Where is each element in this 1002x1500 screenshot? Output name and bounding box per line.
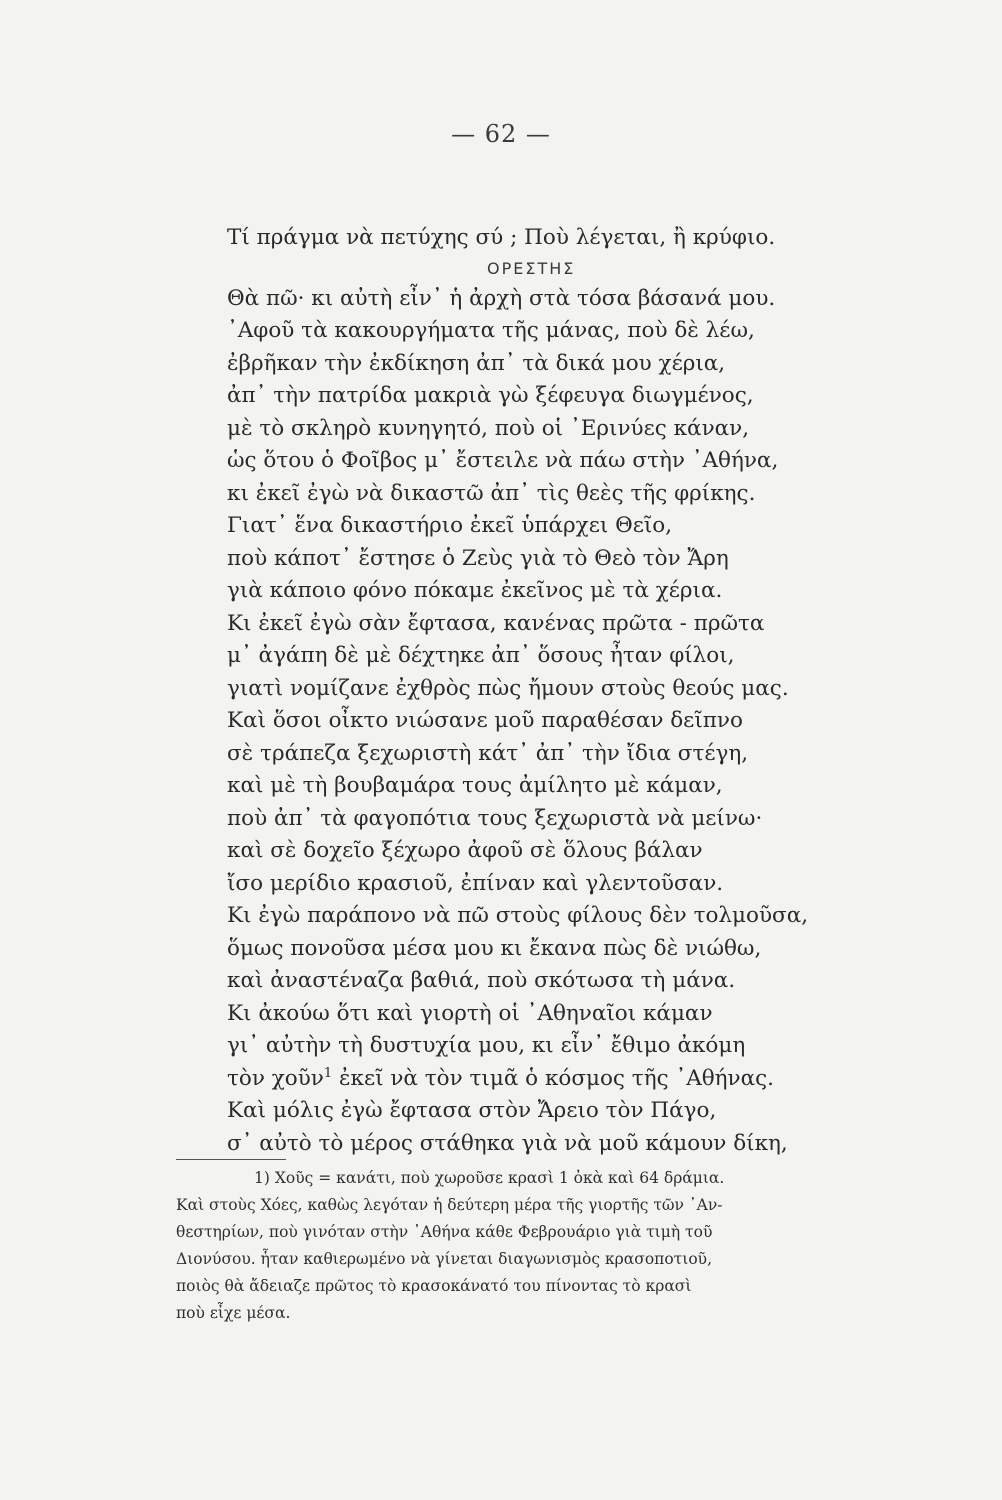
footnote-line: Καὶ στοὺς Χόες, καθὼς λεγόταν ἡ δεύτερη μέρα τῆς γιορτῆς τῶν ᾽Αν- xyxy=(176,1196,723,1214)
verse-line: ὡς ὅτου ὁ Φοῖβος μ᾽ ἔστειλε νὰ πάω στὴν ᾽Αθήνα, xyxy=(227,448,779,473)
verse-line: κι ἐκεῖ ἐγὼ νὰ δικαστῶ ἀπ᾽ τὶς θεὲς τῆς φρίκης. xyxy=(227,480,756,506)
verse-line: ἀπ᾽ τὴν πατρίδα μακριὰ γὼ ξέφευγα διωγμένος, xyxy=(227,383,754,408)
verse-line: Κι ἀκούω ὅτι καὶ γιορτὴ οἱ ᾽Αθηναῖοι κάμαν xyxy=(227,1000,713,1026)
verse-line: καὶ μὲ τὴ βουβαμάρα τους ἀμίλητο μὲ κάμαν, xyxy=(227,773,723,798)
verse-line: γιατὶ νομίζανε ἐχθρὸς πὼς ἤμουν στοὺς θεούς μας. xyxy=(227,675,789,701)
verse-line: Καὶ μόλις ἐγὼ ἔφτασα στὸν Ἄρειο τὸν Πάγο, xyxy=(227,1098,717,1123)
verse-text xyxy=(227,222,877,1160)
verse-line: ποὺ κάποτ᾽ ἔστησε ὁ Ζεὺς γιὰ τὸ Θεὸ τὸν Ἄρη xyxy=(227,545,729,571)
verse-line: ὅμως πονοῦσα μέσα μου κι ἔκανα πὼς δὲ νιώθω, xyxy=(227,935,762,961)
verse-line-end: ἐκεῖ νὰ τὸν τιμᾶ ὁ κόσμος τῆς ᾽Αθήνας. xyxy=(332,1065,775,1091)
footnote-line: ποιὸς θὰ ἄδειαζε πρῶτος τὸ κρασοκάνατό του πίνοντας τὸ κρασὶ xyxy=(176,1277,692,1295)
footnote-line: ποὺ εἶχε μέσα. xyxy=(176,1304,291,1322)
verse-line-start: τὸν χοῦν xyxy=(227,1065,324,1091)
verse-line-with-footnote xyxy=(227,1063,877,1096)
footnote xyxy=(176,1165,891,1327)
footnote-line: θεστηρίων, ποὺ γινόταν στὴν ᾽Αθήνα κάθε Φεβρουάριο γιὰ τιμὴ τοῦ xyxy=(176,1223,713,1241)
verse-line: γιὰ κάποιο φόνο πόκαμε ἐκεῖνος μὲ τὰ χέρια. xyxy=(227,578,723,603)
verse-line: Κι ἐκεῖ ἐγὼ σὰν ἔφτασα, κανένας πρῶτα - πρῶτα xyxy=(227,610,765,636)
verse-line: μὲ τὸ σκληρὸ κυνηγητό, ποὺ οἱ ᾽Ερινύες κάναν, xyxy=(227,415,750,441)
verse-line: Καὶ ὅσοι οἶκτο νιώσανε μοῦ παραθέσαν δεῖπνο xyxy=(227,708,743,733)
verse-line: ἴσο μερίδιο κρασιοῦ, ἐπίναν καὶ γλεντοῦσαν. xyxy=(227,870,724,896)
page-number: — 62 — xyxy=(451,120,551,148)
verse-line: Γιατ᾽ ἕνα δικαστήριο ἐκεῖ ὑπάρχει Θεῖο, xyxy=(227,513,673,538)
footnote-line: Διονύσου. ἦταν καθιερωμένο νὰ γίνεται διαγωνισμὸς κρασοποτιοῦ, xyxy=(176,1250,713,1268)
verse-line: μ᾽ ἀγάπη δὲ μὲ δέχτηκε ἀπ᾽ ὅσους ἦταν φίλοι, xyxy=(227,643,735,668)
verse-line: Τί πράγμα νὰ πετύχης σύ ; Ποὺ λέγεται, ἢ κρύφιο. xyxy=(227,225,776,250)
verse-line: Θὰ πῶ· κι αὐτὴ εἶν᾽ ἡ ἀρχὴ στὰ τόσα βάσανά μου. xyxy=(227,285,776,311)
footnote-divider xyxy=(176,1159,286,1160)
footnote-line: 1) Χοῦς = κανάτι, ποὺ χωροῦσε κρασὶ 1 ὀκὰ καὶ 64 δράμια. xyxy=(254,1169,725,1187)
verse-line: γι᾽ αὐτὴν τὴ δυστυχία μου, κι εἶν᾽ ἔθιμο ἀκόμη xyxy=(227,1033,746,1058)
verse-line: σ᾽ αὐτὸ τὸ μέρος στάθηκα γιὰ νὰ μοῦ κάμουν δίκη, xyxy=(227,1130,788,1156)
verse-line: ἐβρῆκαν τὴν ἐκδίκηση ἀπ᾽ τὰ δικά μου χέρια, xyxy=(227,350,726,376)
verse-line: ᾽Αφοῦ τὰ κακουργήματα τῆς μάνας, ποὺ δὲ λέω, xyxy=(227,318,755,343)
footnote-reference: 1 xyxy=(323,1065,333,1081)
verse-line: Κι ἐγὼ παράπονο νὰ πῶ στοὺς φίλους δὲν τολμοῦσα, xyxy=(227,903,809,928)
verse-line: καὶ σὲ δοχεῖο ξέχωρο ἀφοῦ σὲ ὅλους βάλαν xyxy=(227,838,703,863)
verse-line: ποὺ ἀπ᾽ τὰ φαγοπότια τους ξεχωριστὰ νὰ μείνω· xyxy=(227,805,763,831)
verse-line: καὶ ἀναστέναζα βαθιά, ποὺ σκότωσα τὴ μάνα. xyxy=(227,968,736,993)
speaker-name: ΟΡΕΣΤΗΣ xyxy=(487,258,576,278)
verse-line: σὲ τράπεζα ξεχωριστὴ κάτ᾽ ἀπ᾽ τὴν ἴδια στέγη, xyxy=(227,740,749,766)
